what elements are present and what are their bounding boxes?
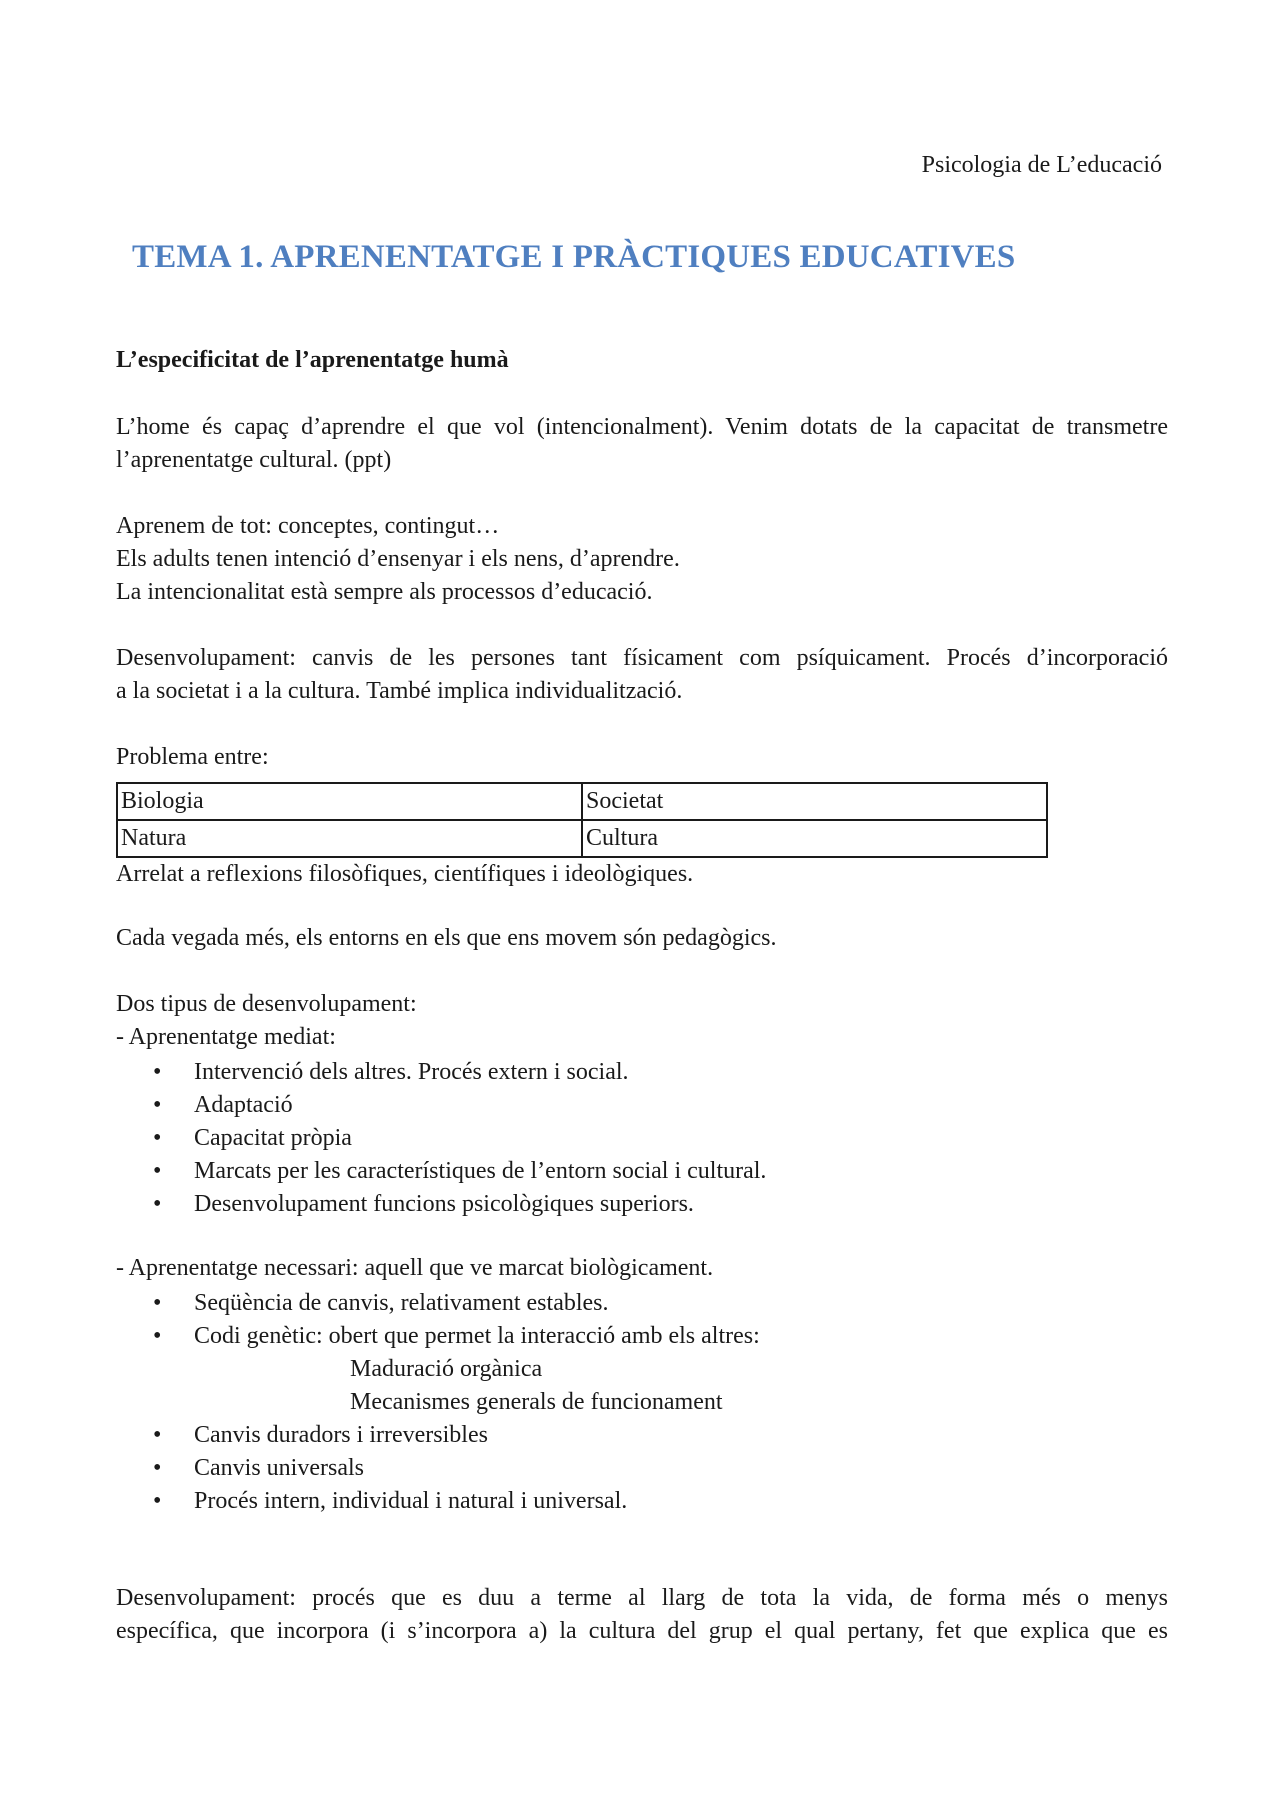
list-item-text: Desenvolupament funcions psicològiques superiors. <box>194 1191 694 1217</box>
bullet-icon: • <box>153 1290 162 1316</box>
list-item-text: Adaptació <box>194 1092 293 1118</box>
list-item-text: Capacitat pròpia <box>194 1125 352 1151</box>
table-cell: Natura <box>117 820 582 857</box>
bullet-icon: • <box>153 1191 162 1217</box>
list-item <box>116 1122 766 1155</box>
bullet-icon: • <box>153 1158 162 1184</box>
list-subitem-text: Mecanismes generals de funcionament <box>350 1389 723 1415</box>
table-cell: Cultura <box>582 820 1047 857</box>
paragraph-4: Problema entre: <box>116 744 269 770</box>
paragraph-7-line-2: - Aprenentatge mediat: <box>116 1024 336 1050</box>
table-cell: Biologia <box>117 783 582 820</box>
list-item <box>116 1155 766 1188</box>
list-item <box>116 1056 766 1089</box>
table-cell: Societat <box>582 783 1047 820</box>
paragraph-9-line-1: Desenvolupament: procés que es duu a terme al llarg de tota la vida, de forma més o menys <box>116 1585 1168 1611</box>
list-subitem-text: Maduració orgànica <box>350 1356 543 1382</box>
list-item-text: Canvis duradors i irreversibles <box>194 1422 488 1448</box>
paragraph-1-line-1: L’home és capaç d’aprendre el que vol (intencionalment). Venim dotats de la capacitat de transmetre <box>116 414 1168 440</box>
table-row <box>117 783 1047 820</box>
list-item-text: Codi genètic: obert que permet la interacció amb els altres: <box>194 1323 760 1349</box>
bullet-icon: • <box>153 1455 162 1481</box>
page-header: Psicologia de L’educació <box>921 152 1162 178</box>
bullet-icon: • <box>153 1422 162 1448</box>
paragraph-5: Arrelat a reflexions filosòfiques, científiques i ideològiques. <box>116 861 694 887</box>
paragraph-2-line-1: Aprenem de tot: conceptes, contingut… <box>116 513 500 539</box>
bullet-icon: • <box>153 1323 162 1349</box>
list-item <box>116 1089 766 1122</box>
paragraph-1-line-2: l’aprenentatge cultural. (ppt) <box>116 447 392 473</box>
list-item <box>116 1485 760 1518</box>
paragraph-7-line-1: Dos tipus de desenvolupament: <box>116 991 417 1017</box>
list-item <box>116 1452 760 1485</box>
list-item <box>116 1320 760 1353</box>
bullet-icon: • <box>153 1488 162 1514</box>
bullet-icon: • <box>153 1092 162 1118</box>
list-item-text: Marcats per les característiques de l’entorn social i cultural. <box>194 1158 767 1184</box>
bullet-icon: • <box>153 1125 162 1151</box>
list-item-text: Procés intern, individual i natural i universal. <box>194 1488 628 1514</box>
list-subitem <box>116 1386 760 1419</box>
section-heading: L’especificitat de l’aprenentatge humà <box>116 347 509 373</box>
list-item-text: Seqüència de canvis, relativament estables. <box>194 1290 609 1316</box>
paragraph-3-line-2: a la societat i a la cultura. També implica individualització. <box>116 678 683 704</box>
list-item <box>116 1188 766 1221</box>
comparison-table <box>116 782 1048 858</box>
list-item <box>116 1419 760 1452</box>
paragraph-6: Cada vegada més, els entorns en els que ens movem són pedagògics. <box>116 925 777 951</box>
document-title: TEMA 1. APRENENTATGE I PRÀCTIQUES EDUCATIVES <box>132 239 1016 275</box>
paragraph-2-line-2: Els adults tenen intenció d’ensenyar i els nens, d’aprendre. <box>116 546 680 572</box>
paragraph-2-line-3: La intencionalitat està sempre als processos d’educació. <box>116 579 653 605</box>
list-item <box>116 1287 760 1320</box>
list-mediat <box>116 1056 766 1221</box>
bullet-icon: • <box>153 1059 162 1085</box>
list-item-text: Canvis universals <box>194 1455 364 1481</box>
list-subitem <box>116 1353 760 1386</box>
paragraph-3-line-1: Desenvolupament: canvis de les persones tant físicament com psíquicament. Procés d’incorporació <box>116 645 1168 671</box>
list-necessari <box>116 1287 760 1518</box>
table-row <box>117 820 1047 857</box>
list-item-text: Intervenció dels altres. Procés extern i social. <box>194 1059 629 1085</box>
paragraph-8: - Aprenentatge necessari: aquell que ve marcat biològicament. <box>116 1255 714 1281</box>
paragraph-9-line-2: específica, que incorpora (i s’incorpora a) la cultura del grup el qual pertany, fet que explica que es <box>116 1618 1168 1644</box>
